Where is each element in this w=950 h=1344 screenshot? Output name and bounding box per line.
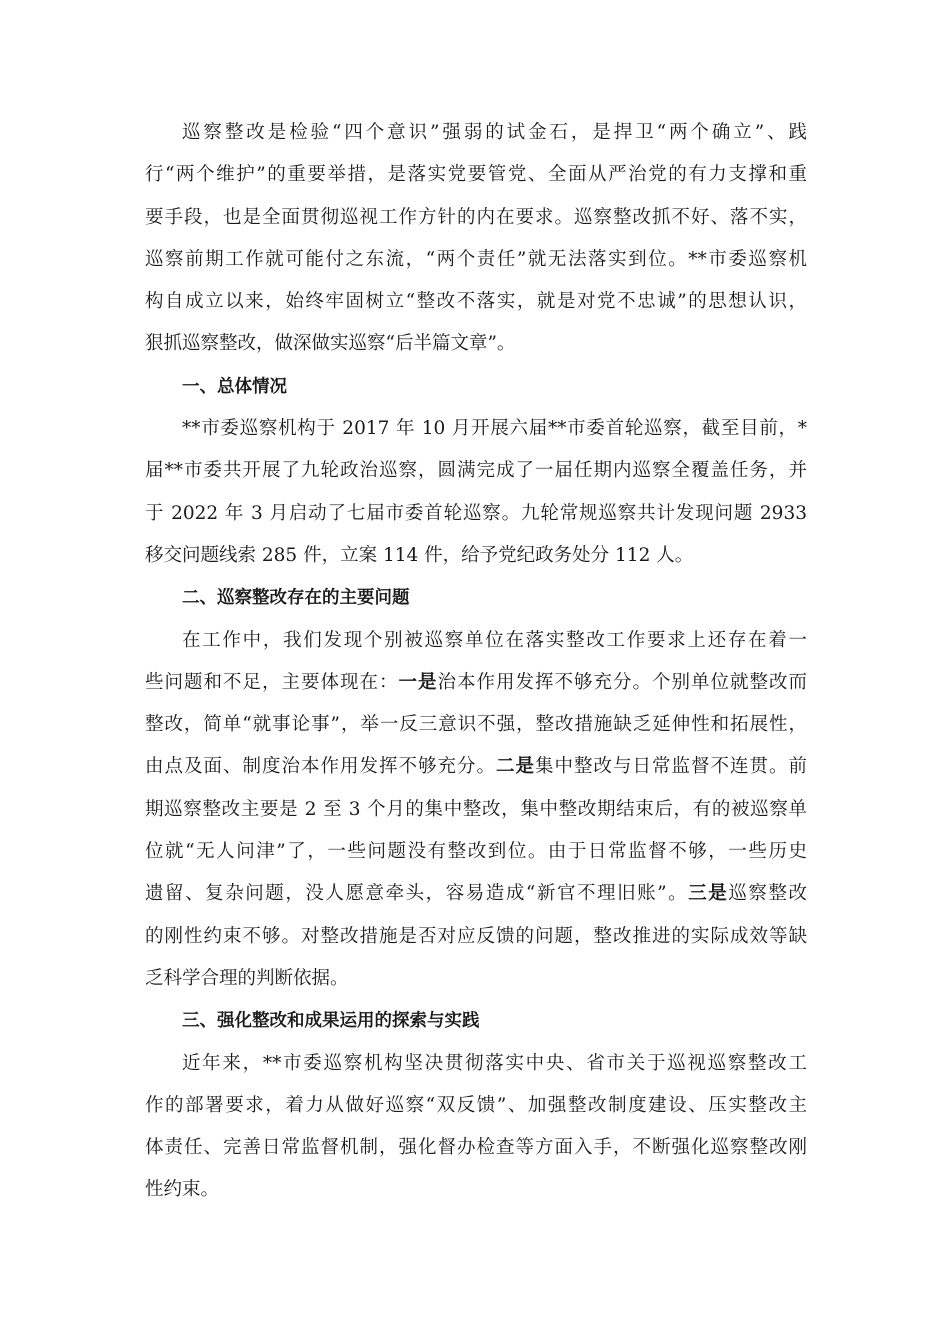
text-line: 乏科学合理的判断依据。: [145, 967, 349, 989]
text-line: 巡察整改是检验“四个意识”强弱的试金石，是捍卫“两个确立”、践: [182, 122, 807, 143]
text-line: 性约束。: [145, 1179, 220, 1201]
text-line: 构自成立以来，始终牢固树立“整改不落实，就是对党不忠诚”的思想认识，: [145, 291, 807, 313]
text-run: 巡察整改: [728, 883, 807, 905]
text-run: 治本作用发挥不够充分。个别单位就整改而: [437, 671, 807, 693]
section2-paragraph: [145, 620, 807, 1001]
text-line: 的刚性约束不够。对整改措施是否对应反馈的问题，整改推进的实际成效等缺: [145, 925, 807, 947]
section3-paragraph: [145, 1043, 807, 1212]
text-line: 行“两个维护”的重要举措，是落实党要管党、全面从严治党的有力支撑和重: [145, 164, 807, 186]
section-heading: 三、强化整改和成果运用的探索与实践: [182, 1011, 480, 1032]
intro-paragraph: [145, 112, 807, 366]
text-line: 近年来，**市委巡察机构坚决贯彻落实中央、省市关于巡视巡察整改工: [182, 1052, 807, 1074]
text-line: 届**市委共开展了九轮政治巡察，圆满完成了一届任期内巡察全覆盖任务，并: [145, 460, 807, 482]
section1-paragraph: [145, 408, 807, 577]
text-run: 些问题和不足，主要体现在：: [145, 671, 399, 693]
text-line: [145, 746, 807, 788]
document-page: [145, 112, 807, 1212]
text-line: [145, 873, 807, 915]
emphasis-marker: 二是: [495, 756, 535, 778]
emphasis-marker: 一是: [398, 671, 438, 693]
text-line: 整改，简单“就事论事”，举一反三意识不强，整改措施缺乏延伸性和拓展性，: [145, 714, 807, 736]
text-line: [145, 662, 807, 704]
text-run: 集中整改与日常监督不连贯。前: [534, 756, 807, 778]
text-line: 要手段，也是全面贯彻巡视工作方针的内在要求。巡察整改抓不好、落不实，: [145, 206, 807, 228]
text-line: 期巡察整改主要是 2 至 3 个月的集中整改，集中整改期结束后，有的被巡察单: [145, 798, 807, 820]
text-run: 由点及面、制度治本作用发挥不够充分。: [145, 756, 496, 778]
text-line: 巡察前期工作就可能付之东流，“两个责任”就无法落实到位。**市委巡察机: [145, 248, 807, 270]
text-line: 移交问题线索 285 件，立案 114 件，给予党纪政务处分 112 人。: [145, 544, 694, 566]
text-line: 作的部署要求，着力从做好巡察“双反馈”、加强整改制度建设、压实整改主: [145, 1094, 807, 1116]
text-line: 位就“无人问津”了，一些问题没有整改到位。由于日常监督不够，一些历史: [145, 841, 807, 863]
section-heading: 一、总体情况: [182, 376, 287, 397]
text-line: 体责任、完善日常监督机制，强化督办检查等方面入手，不断强化巡察整改刚: [145, 1137, 807, 1159]
section-heading: 二、巡察整改存在的主要问题: [182, 588, 410, 609]
text-line: 于 2022 年 3 月启动了七届市委首轮巡察。九轮常规巡察共计发现问题 2933: [145, 502, 807, 524]
text-line: **市委巡察机构于 2017 年 10 月开展六届**市委首轮巡察，截至目前，*: [182, 418, 807, 440]
emphasis-marker: 三是: [688, 883, 729, 905]
text-run: 遗留、复杂问题，没人愿意牵头，容易造成“新官不理旧账”。: [145, 883, 689, 905]
text-line: 在工作中，我们发现个别被巡察单位在落实整改工作要求上还存在着一: [182, 629, 807, 651]
text-line: 狠抓巡察整改，做深做实巡察“后半篇文章”。: [145, 333, 516, 355]
